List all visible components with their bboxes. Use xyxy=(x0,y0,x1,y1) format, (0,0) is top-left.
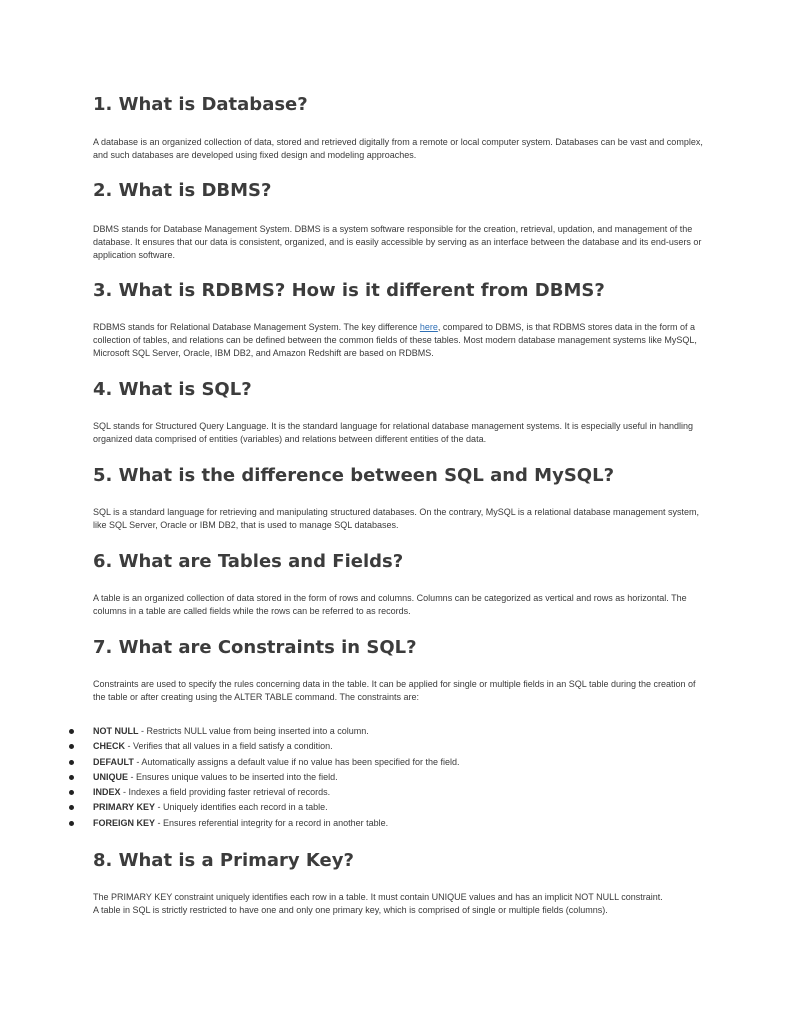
list-item xyxy=(69,755,689,770)
constraint-desc: - Uniquely identifies each record in a table. xyxy=(155,802,328,813)
section-constraints xyxy=(93,637,703,828)
section-tables-fields xyxy=(93,551,703,616)
constraint-desc: - Ensures unique values to be inserted into the field. xyxy=(128,771,338,782)
section-body xyxy=(93,321,703,359)
section-body xyxy=(93,678,703,704)
constraint-desc: - Indexes a field providing faster retrieval of records. xyxy=(120,787,331,798)
list-item xyxy=(69,816,689,831)
section-rdbms xyxy=(93,280,703,358)
list-item xyxy=(69,800,689,815)
section-sql-vs-mysql xyxy=(93,465,703,530)
section-heading: 2. What is DBMS? xyxy=(93,180,272,201)
constraints-list xyxy=(69,724,689,831)
paragraph: DBMS stands for Database Management System. DBMS is a system software responsible for the creation, retrieval, updation, and management of the database. It ensures that our data is consistent, organized, and is easily accessible by serving as an interface between the database and its end-users or application software. xyxy=(93,224,702,260)
section-body xyxy=(93,223,703,261)
constraint-term: NOT NULL xyxy=(93,726,139,736)
bullet-icon xyxy=(69,821,74,826)
constraint-term: DEFAULT xyxy=(93,756,134,767)
section-heading: 3. What is RDBMS? How is it different from DBMS? xyxy=(93,280,605,301)
paragraph: SQL is a standard language for retrieving and manipulating structured databases. On the contrary, MySQL is a relational database management system, like SQL Server, Oracle or IBM DB2, that is used to manage SQL databases. xyxy=(93,507,699,530)
bullet-icon xyxy=(69,805,74,810)
bullet-icon xyxy=(69,760,74,765)
bullet-icon xyxy=(69,744,74,749)
section-heading: 1. What is Database? xyxy=(93,94,308,115)
constraint-desc: - Restricts NULL value from being inserted into a column. xyxy=(138,726,369,736)
section-dbms xyxy=(93,180,703,260)
paragraph-text: , compared to DBMS, is that RDBMS stores data in the form of a collection of tables, and relations can be defined between the common fields of these tables. Most modern database management systems like MySQL, Microsoft SQL Server, Oracle, IBM DB2, and Amazon Redshift are based on RDBMS. xyxy=(93,322,697,358)
paragraph: The PRIMARY KEY constraint uniquely identifies each row in a table. It must contain UNIQUE values and has an implicit NOT NULL constraint. xyxy=(93,892,663,902)
here-link[interactable]: here xyxy=(419,322,438,332)
section-body xyxy=(93,506,703,532)
list-item xyxy=(69,739,689,754)
section-body xyxy=(93,891,703,917)
section-sql xyxy=(93,379,703,444)
section-body xyxy=(93,592,703,618)
section-heading: 6. What are Tables and Fields? xyxy=(93,551,404,572)
paragraph: A table in SQL is strictly restricted to have one and only one primary key, which is comprised of single or multiple fields (columns). xyxy=(93,904,608,915)
section-heading: 4. What is SQL? xyxy=(93,379,252,400)
paragraph-text: RDBMS stands for Relational Database Management System. The key difference xyxy=(93,322,420,332)
section-heading: 5. What is the difference between SQL and MySQL? xyxy=(93,465,615,486)
section-heading: 8. What is a Primary Key? xyxy=(93,850,354,871)
section-heading: 7. What are Constraints in SQL? xyxy=(93,637,417,658)
paragraph: A table is an organized collection of data stored in the form of rows and columns. Columns can be categorized as vertical and rows as horizontal. The columns in a table are called fields while the rows can be referred to as records. xyxy=(93,593,687,616)
section-primary-key xyxy=(93,850,703,915)
bullet-icon xyxy=(69,790,74,795)
bullet-icon xyxy=(69,775,74,780)
constraint-desc: - Automatically assigns a default value if no value has been specified for the field. xyxy=(133,756,460,767)
bullet-icon xyxy=(69,729,74,734)
constraint-term: CHECK xyxy=(93,741,126,752)
paragraph xyxy=(93,321,703,359)
constraint-term: UNIQUE xyxy=(93,771,129,782)
list-item xyxy=(69,785,689,800)
list-item xyxy=(69,724,689,739)
paragraph: A database is an organized collection of data, stored and retrieved digitally from a remote or local computer system. Databases can be vast and complex, and such databases are developed using fixed design and modeling approaches. xyxy=(93,137,703,160)
constraint-term: FOREIGN KEY xyxy=(93,817,156,828)
paragraph: Constraints are used to specify the rules concerning data in the table. It can be applied for single or multiple fields in an SQL table during the creation of the table or after creating using the ALTER TABLE command. The constraints are: xyxy=(93,679,696,702)
constraint-term: PRIMARY KEY xyxy=(93,802,156,813)
list-item xyxy=(69,770,689,785)
constraint-term: INDEX xyxy=(93,787,121,798)
section-database xyxy=(93,94,703,160)
paragraph: SQL stands for Structured Query Language. It is the standard language for relational database management systems. It is especially useful in handling organized data comprised of entities (variables) and relations between different entities of the data. xyxy=(93,421,694,444)
section-body xyxy=(93,420,703,446)
section-body xyxy=(93,136,703,162)
constraint-desc: - Ensures referential integrity for a record in another table. xyxy=(155,817,389,828)
constraint-desc: - Verifies that all values in a field satisfy a condition. xyxy=(125,741,333,752)
